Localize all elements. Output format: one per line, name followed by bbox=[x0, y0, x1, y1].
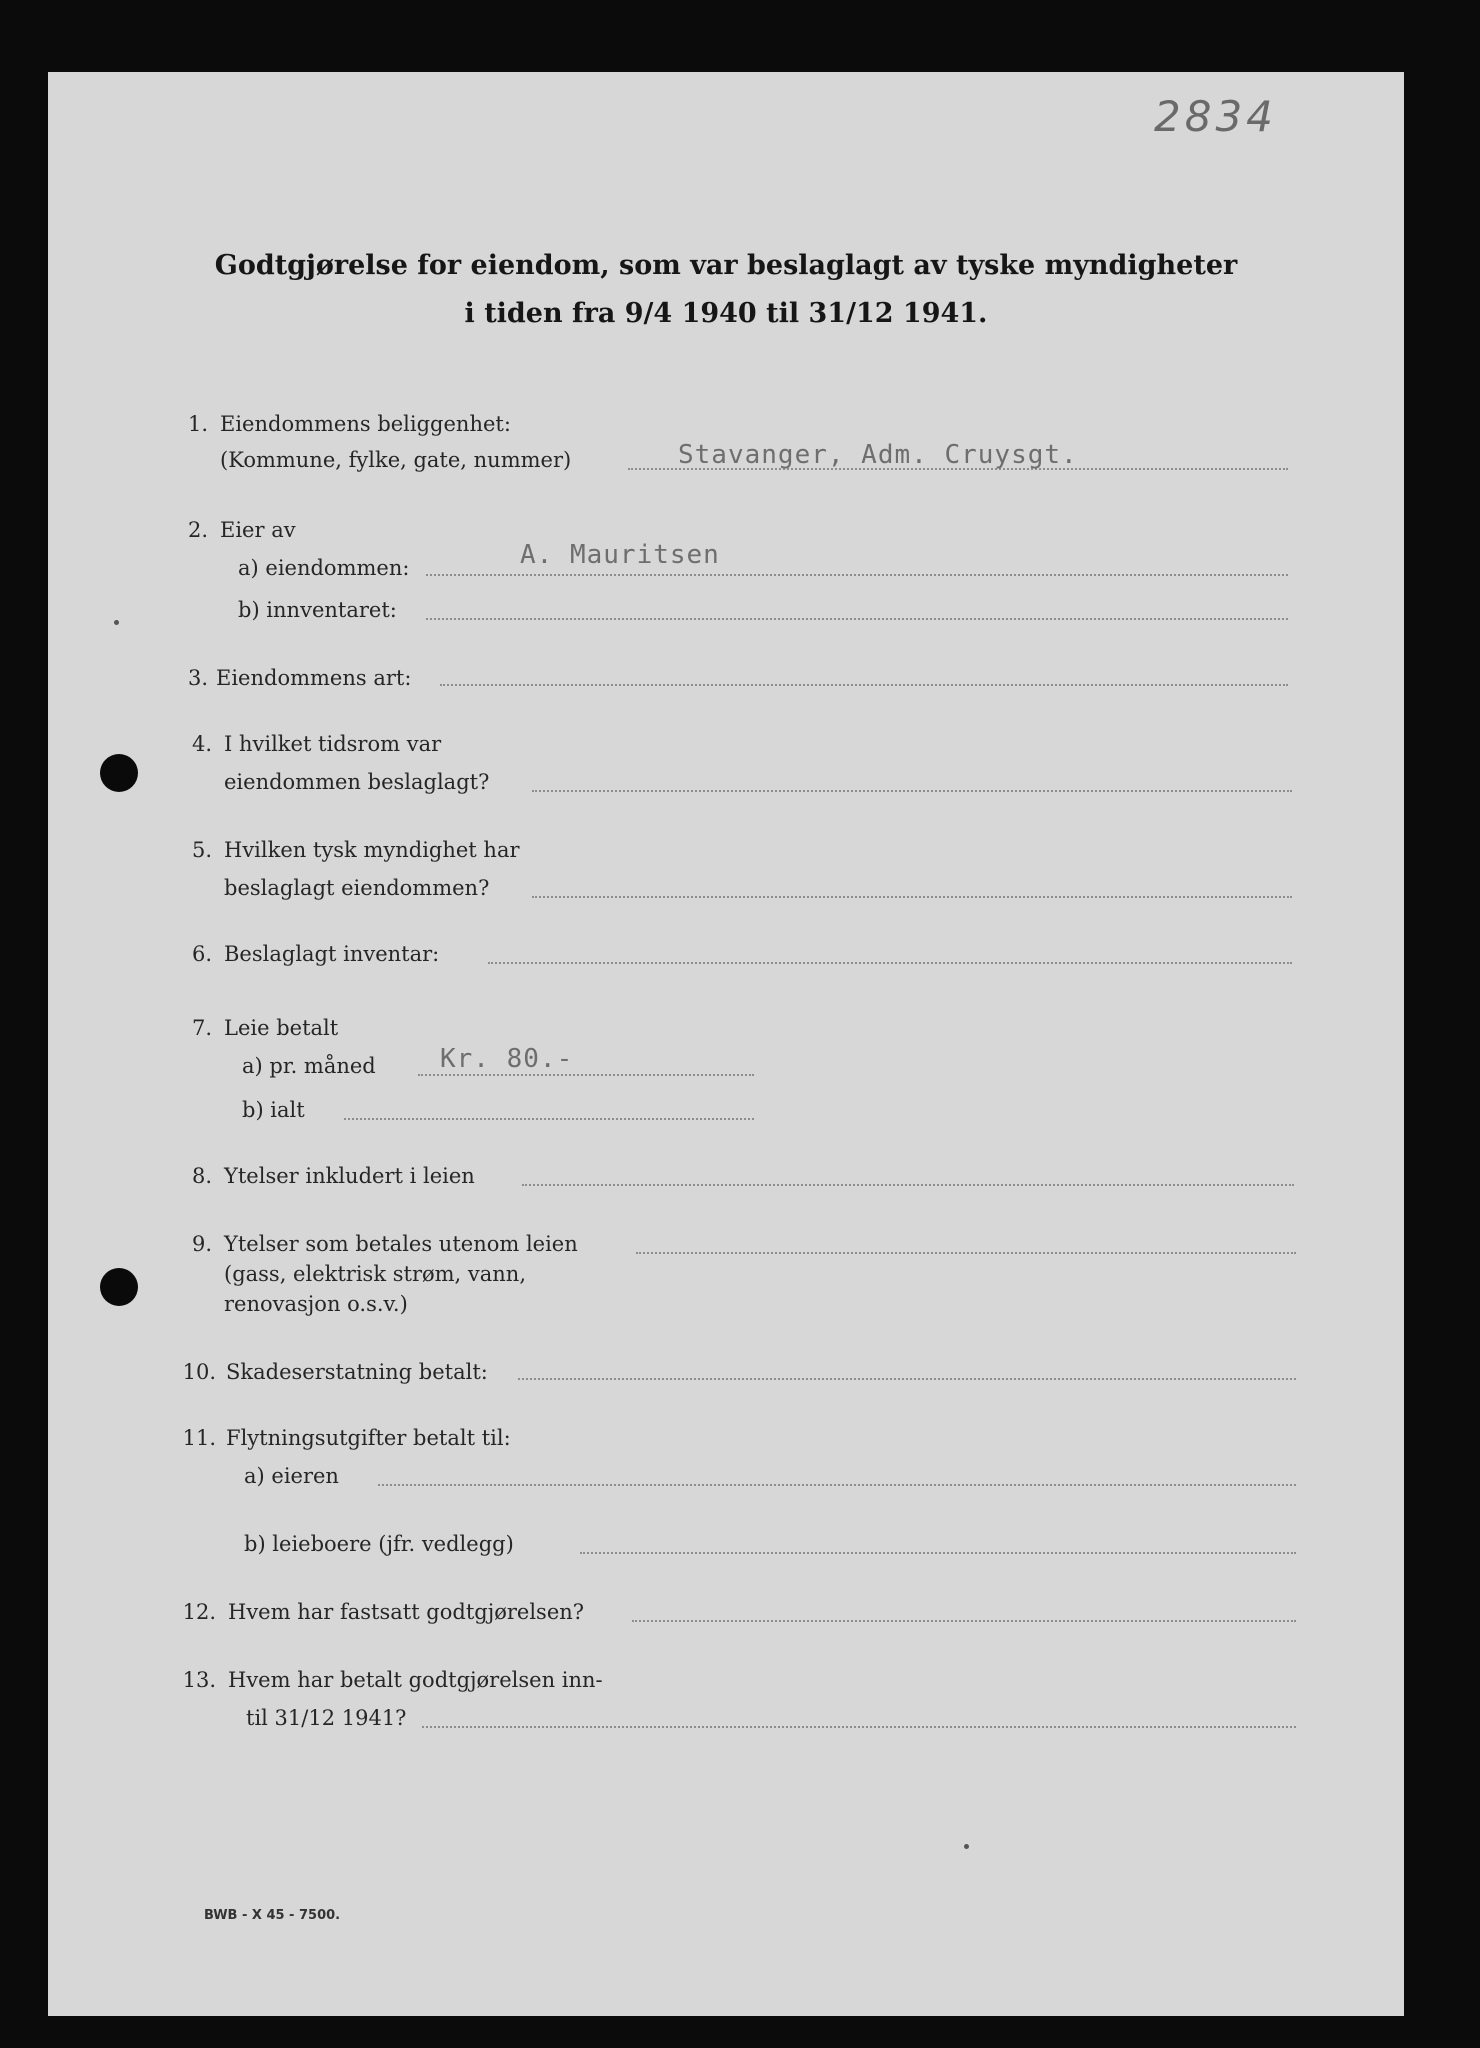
item-number: 12. bbox=[182, 1600, 216, 1624]
paper-fleck bbox=[964, 1844, 969, 1849]
item-2b-field[interactable] bbox=[426, 618, 1288, 620]
item-2a-field[interactable] bbox=[426, 574, 1288, 576]
item-11-label: Flytningsutgifter betalt til: bbox=[226, 1426, 511, 1450]
item-10-label: Skadeserstatning betalt: bbox=[226, 1360, 488, 1384]
item-11a-field[interactable] bbox=[378, 1484, 1296, 1486]
item-11b-field[interactable] bbox=[580, 1552, 1296, 1554]
item-8-field[interactable] bbox=[522, 1184, 1294, 1186]
item-9-field[interactable] bbox=[636, 1252, 1296, 1254]
item-13-sublabel: til 31/12 1941? bbox=[246, 1706, 407, 1730]
item-11b-label: b) leieboere (jfr. vedlegg) bbox=[244, 1532, 514, 1556]
item-4-sublabel: eiendommen beslaglagt? bbox=[224, 770, 490, 794]
item-7-label: Leie betalt bbox=[224, 1016, 339, 1040]
item-9-sublabel: renovasjon o.s.v.) bbox=[224, 1292, 408, 1316]
item-2-label: Eier av bbox=[220, 518, 296, 542]
item-4-field[interactable] bbox=[532, 790, 1292, 792]
item-2a-label: a) eiendommen: bbox=[238, 556, 410, 580]
item-5-sublabel: beslaglagt eiendommen? bbox=[224, 876, 490, 900]
item-5-field[interactable] bbox=[532, 896, 1292, 898]
item-2b-label: b) innventaret: bbox=[238, 598, 397, 622]
item-12-field[interactable] bbox=[632, 1620, 1296, 1622]
title-line-2: i tiden fra 9/4 1940 til 31/12 1941. bbox=[464, 298, 988, 329]
item-number: 1. bbox=[187, 412, 208, 436]
item-number: 13. bbox=[182, 1668, 216, 1692]
item-9-sublabel: (gass, elektrisk strøm, vann, bbox=[224, 1262, 526, 1286]
paper-fleck bbox=[114, 620, 119, 625]
item-5-label: Hvilken tysk myndighet har bbox=[224, 838, 520, 862]
item-number: 4. bbox=[191, 732, 212, 756]
form-sheet bbox=[48, 72, 1404, 2016]
item-number: 11. bbox=[182, 1426, 216, 1450]
item-number: 5. bbox=[191, 838, 212, 862]
item-7a-field[interactable] bbox=[418, 1074, 754, 1076]
item-4-label: I hvilket tidsrom var bbox=[224, 732, 442, 756]
item-3-field[interactable] bbox=[440, 684, 1288, 686]
item-1-label: Eiendommens beliggenhet: bbox=[220, 412, 511, 436]
form-title bbox=[48, 242, 1404, 338]
item-6-label: Beslaglagt inventar: bbox=[224, 942, 440, 966]
item-1-sublabel: (Kommune, fylke, gate, nummer) bbox=[220, 448, 572, 472]
item-13-label: Hvem har betalt godtgjørelsen inn- bbox=[228, 1668, 603, 1692]
item-7b-field[interactable] bbox=[344, 1118, 754, 1120]
item-8-label: Ytelser inkludert i leien bbox=[224, 1164, 475, 1188]
item-number: 3. bbox=[187, 666, 208, 690]
archive-number: 2834 bbox=[1154, 92, 1277, 141]
punch-hole bbox=[100, 754, 138, 792]
item-12-label: Hvem har fastsatt godtgjørelsen? bbox=[228, 1600, 585, 1624]
item-1-value: Stavanger, Adm. Cruysgt. bbox=[678, 440, 1078, 470]
item-7b-label: b) ialt bbox=[242, 1098, 305, 1122]
punch-hole bbox=[100, 1268, 138, 1306]
item-11a-label: a) eieren bbox=[244, 1464, 339, 1488]
item-7a-value: Kr. 80.- bbox=[440, 1044, 574, 1074]
item-number: 10. bbox=[182, 1360, 216, 1384]
item-6-field[interactable] bbox=[488, 962, 1292, 964]
item-7a-label: a) pr. måned bbox=[242, 1054, 376, 1078]
item-number: 2. bbox=[187, 518, 208, 542]
item-3-label: Eiendommens art: bbox=[216, 666, 412, 690]
item-13-field[interactable] bbox=[422, 1726, 1296, 1728]
title-line-1: Godtgjørelse for eiendom, som var beslaglagt av tyske myndigheter bbox=[214, 250, 1238, 281]
item-number: 7. bbox=[191, 1016, 212, 1040]
item-number: 6. bbox=[191, 942, 212, 966]
item-number: 8. bbox=[191, 1164, 212, 1188]
item-9-label: Ytelser som betales utenom leien bbox=[224, 1232, 578, 1256]
item-10-field[interactable] bbox=[518, 1378, 1296, 1380]
item-2a-value: A. Mauritsen bbox=[520, 540, 720, 570]
item-number: 9. bbox=[191, 1232, 212, 1256]
print-code: BWB - X 45 - 7500. bbox=[204, 1908, 341, 1923]
